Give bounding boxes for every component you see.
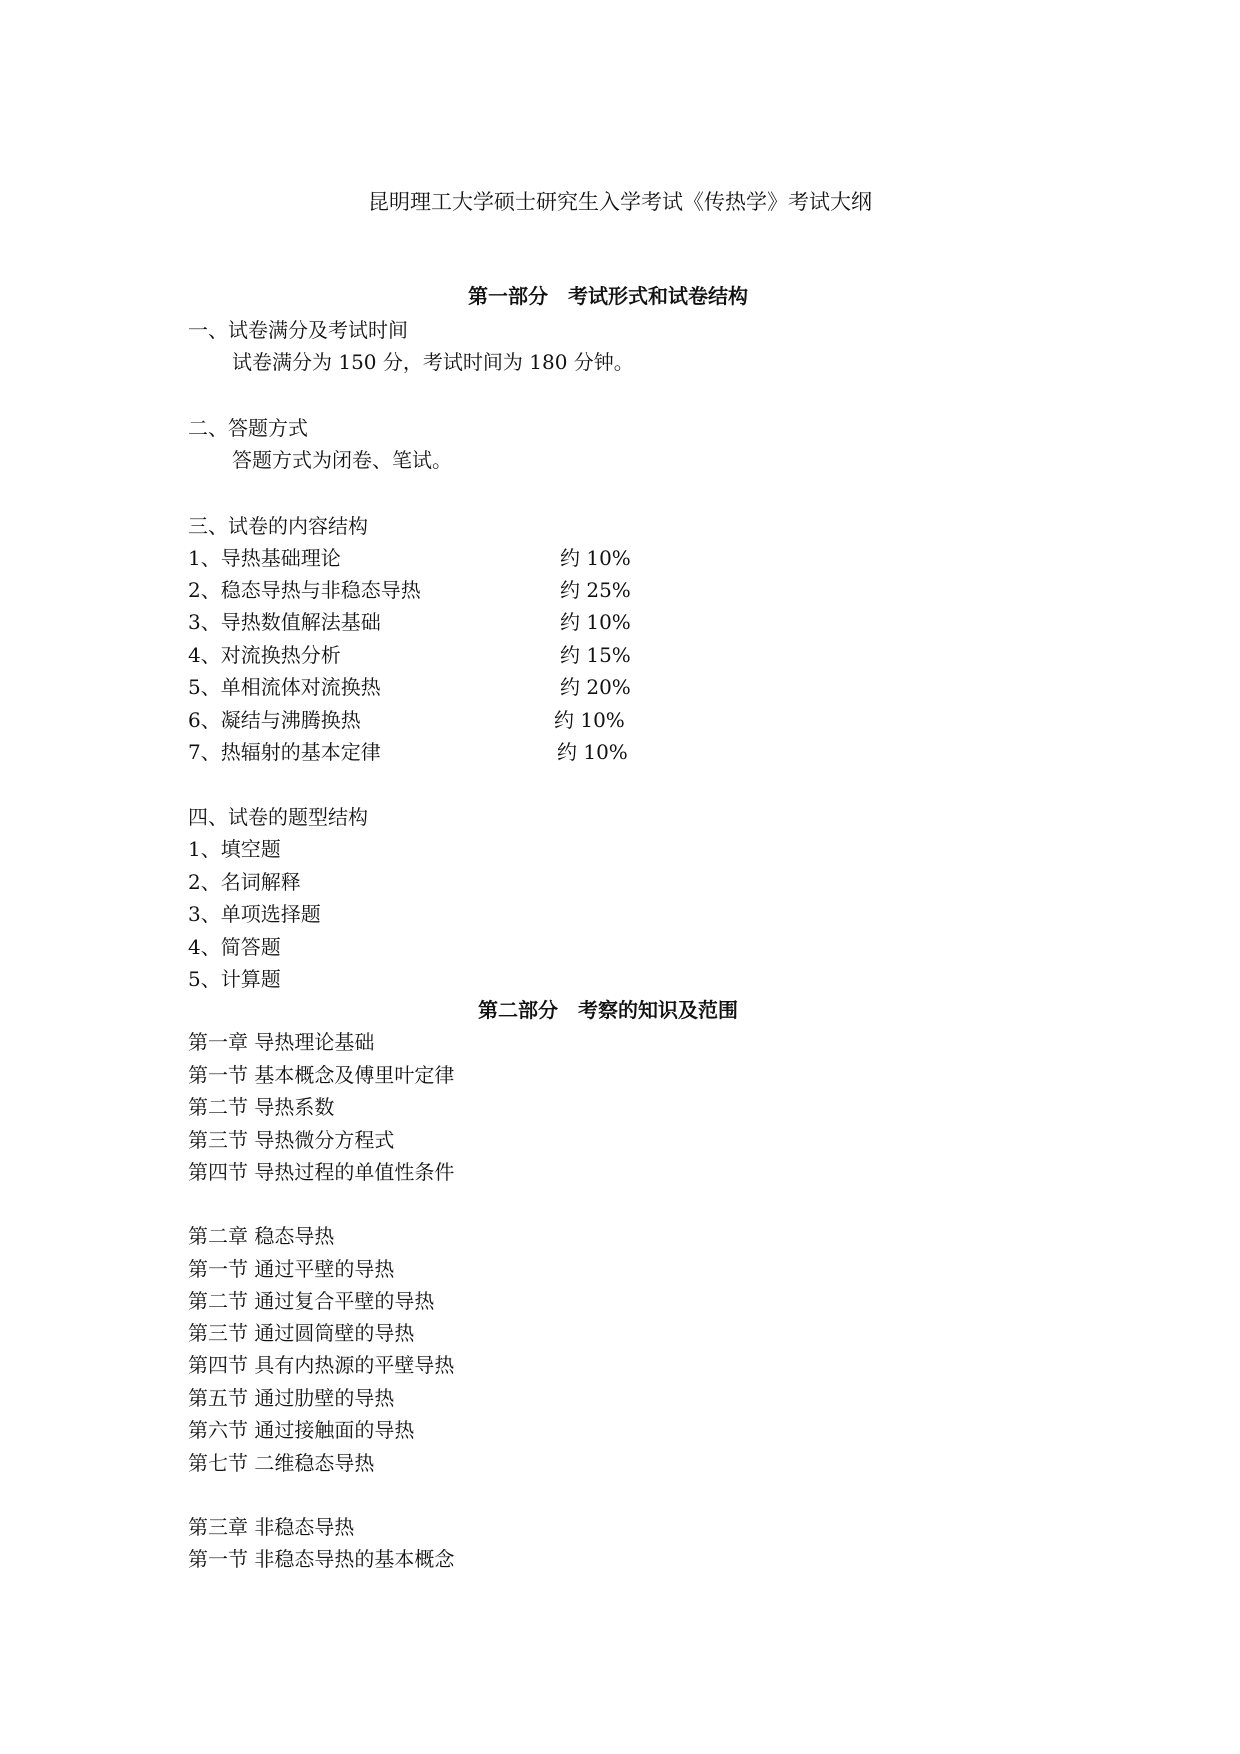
chapter-section: 第四节 具有内热源的平壁导热 bbox=[188, 1353, 455, 1377]
chapter-section: 第三节 通过圆筒壁的导热 bbox=[188, 1321, 415, 1345]
chapter-title: 第二章 稳态导热 bbox=[188, 1224, 335, 1248]
content-structure-percent: 约 25% bbox=[560, 578, 631, 602]
chapter-section: 第五节 通过肋壁的导热 bbox=[188, 1386, 395, 1410]
chapter-section: 第四节 导热过程的单值性条件 bbox=[188, 1160, 455, 1184]
content-structure-label: 7、热辐射的基本定律 bbox=[188, 740, 381, 764]
document-title: 昆明理工大学硕士研究生入学考试《传热学》考试大纲 bbox=[368, 190, 872, 214]
part1-heading: 第一部分 考试形式和试卷结构 bbox=[468, 284, 748, 308]
section-heading-content-structure: 三、试卷的内容结构 bbox=[188, 514, 368, 538]
content-structure-label: 3、导热数值解法基础 bbox=[188, 610, 381, 634]
content-structure-label: 4、对流换热分析 bbox=[188, 643, 341, 667]
content-structure-row bbox=[188, 675, 688, 699]
question-type-item: 5、计算题 bbox=[188, 967, 281, 991]
content-structure-row bbox=[188, 740, 688, 764]
question-type-item: 3、单项选择题 bbox=[188, 902, 321, 926]
content-structure-percent: 约 10% bbox=[554, 708, 625, 732]
section-heading-answer-method: 二、答题方式 bbox=[188, 416, 308, 440]
section-body-exam-score-time: 试卷满分为 150 分，考试时间为 180 分钟。 bbox=[232, 350, 634, 374]
content-structure-label: 2、稳态导热与非稳态导热 bbox=[188, 578, 421, 602]
chapter-section: 第一节 通过平壁的导热 bbox=[188, 1257, 395, 1281]
content-structure-row bbox=[188, 578, 688, 602]
chapter-section: 第一节 非稳态导热的基本概念 bbox=[188, 1547, 455, 1571]
chapter-title: 第一章 导热理论基础 bbox=[188, 1030, 375, 1054]
content-structure-row bbox=[188, 610, 688, 634]
content-structure-percent: 约 10% bbox=[557, 740, 628, 764]
content-structure-percent: 约 20% bbox=[560, 675, 631, 699]
chapter-title: 第三章 非稳态导热 bbox=[188, 1515, 355, 1539]
section-body-answer-method: 答题方式为闭卷、笔试。 bbox=[232, 448, 452, 472]
content-structure-label: 5、单相流体对流换热 bbox=[188, 675, 381, 699]
content-structure-row bbox=[188, 546, 688, 570]
question-type-item: 4、简答题 bbox=[188, 935, 281, 959]
chapter-section: 第六节 通过接触面的导热 bbox=[188, 1418, 415, 1442]
section-heading-exam-score-time: 一、试卷满分及考试时间 bbox=[188, 318, 408, 342]
chapter-section: 第三节 导热微分方程式 bbox=[188, 1128, 395, 1152]
chapter-section: 第一节 基本概念及傅里叶定律 bbox=[188, 1063, 455, 1087]
chapter-section: 第二节 导热系数 bbox=[188, 1095, 335, 1119]
content-structure-percent: 约 10% bbox=[560, 610, 631, 634]
question-type-item: 2、名词解释 bbox=[188, 870, 301, 894]
part2-heading: 第二部分 考察的知识及范围 bbox=[478, 998, 738, 1022]
section-heading-question-types: 四、试卷的题型结构 bbox=[188, 805, 368, 829]
content-structure-label: 6、凝结与沸腾换热 bbox=[188, 708, 361, 732]
content-structure-percent: 约 15% bbox=[560, 643, 631, 667]
content-structure-label: 1、导热基础理论 bbox=[188, 546, 341, 570]
question-type-item: 1、填空题 bbox=[188, 837, 281, 861]
chapter-section: 第二节 通过复合平壁的导热 bbox=[188, 1289, 435, 1313]
chapter-section: 第七节 二维稳态导热 bbox=[188, 1451, 375, 1475]
content-structure-percent: 约 10% bbox=[560, 546, 631, 570]
content-structure-row bbox=[188, 708, 688, 732]
content-structure-row bbox=[188, 643, 688, 667]
